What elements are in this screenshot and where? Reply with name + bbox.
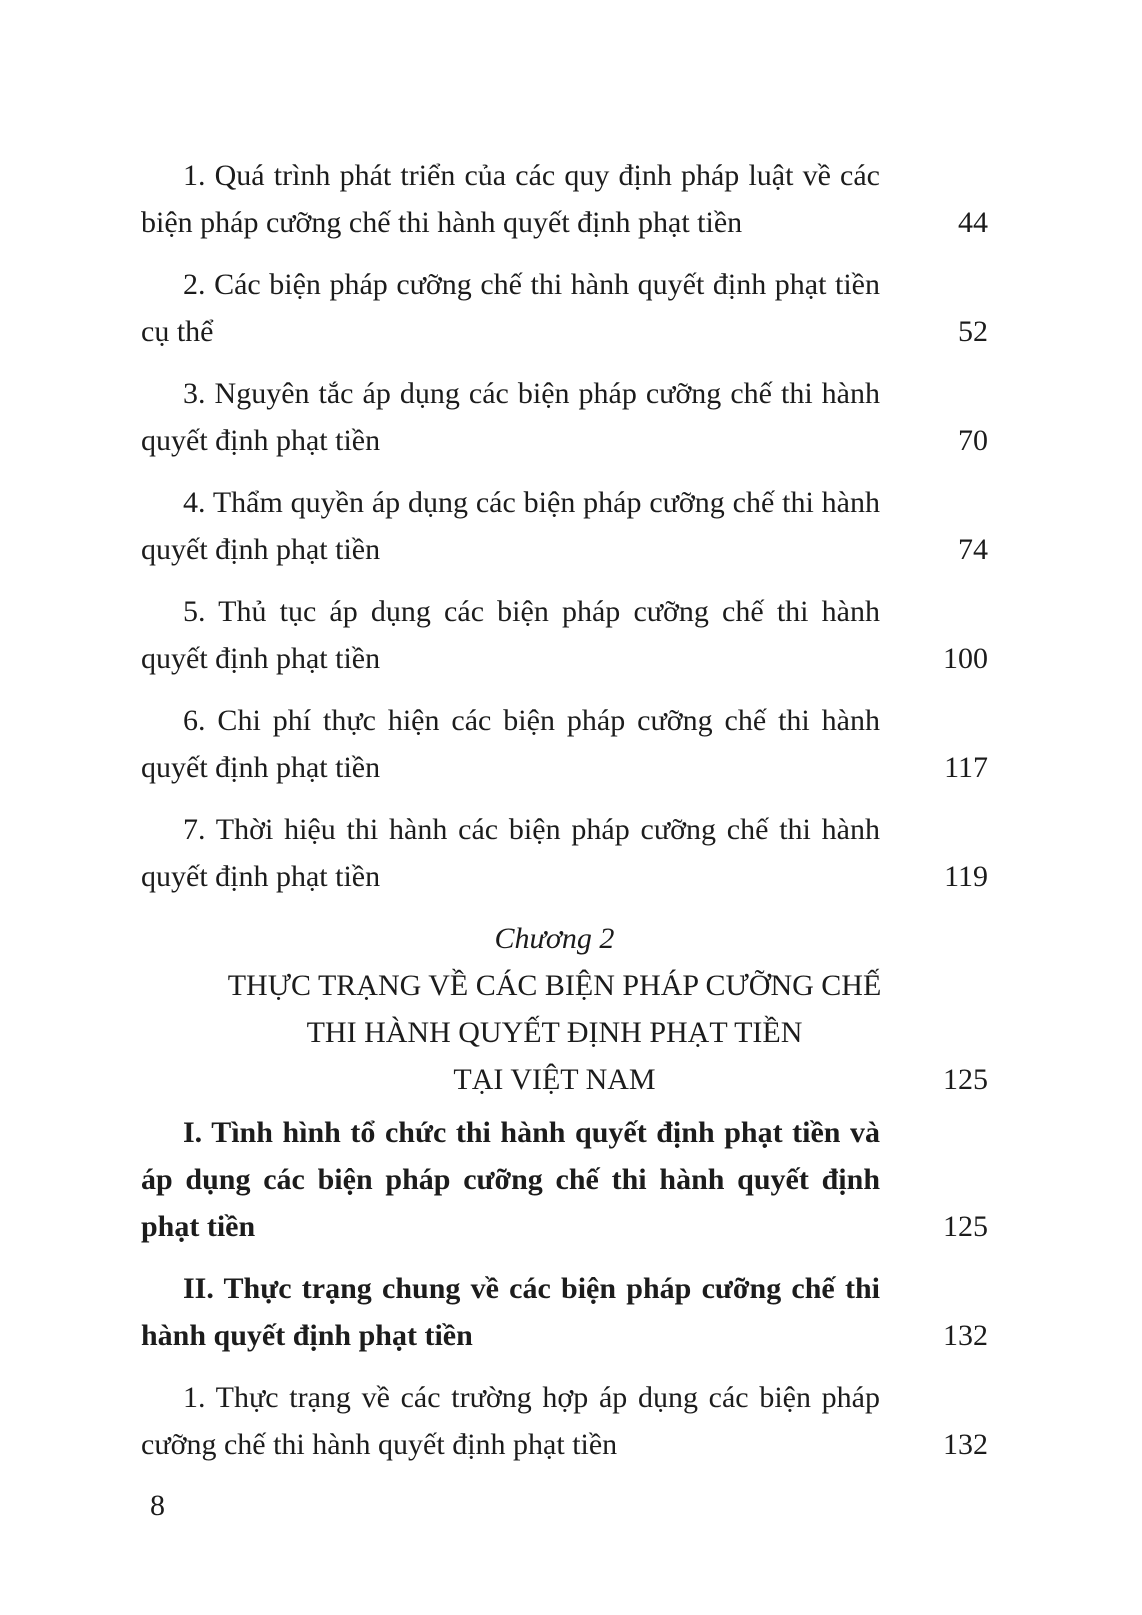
toc-entry <box>141 479 988 573</box>
toc-entry-text: 7. Thời hiệu thi hành các biện pháp cưỡng chế thi hành quyết định phạt tiền <box>141 813 880 893</box>
toc-entry-text: II. Thực trạng chung về các biện pháp cưỡng chế thi hành quyết định phạt tiền <box>141 1272 880 1352</box>
toc-entry <box>141 370 988 464</box>
chapter-title-line: THỰC TRẠNG VỀ CÁC BIỆN PHÁP CƯỠNG CHẾ <box>227 969 882 1002</box>
toc-entry-page-number: 100 <box>943 642 988 675</box>
toc-entry-page-number: 119 <box>944 860 988 893</box>
toc-entry-page-number: 125 <box>943 1210 988 1243</box>
toc-entry <box>141 1374 988 1468</box>
chapter-heading <box>141 915 988 1103</box>
toc-entry-text: 1. Thực trạng về các trường hợp áp dụng các biện pháp cưỡng chế thi hành quyết định phạt tiền <box>141 1381 880 1461</box>
toc-section-entry <box>141 1109 988 1250</box>
toc-entry-text: 3. Nguyên tắc áp dụng các biện pháp cưỡng chế thi hành quyết định phạt tiền <box>141 377 880 457</box>
toc-entry-page-number: 132 <box>943 1319 988 1352</box>
toc-entry-text: 5. Thủ tục áp dụng các biện pháp cưỡng chế thi hành quyết định phạt tiền <box>141 595 880 675</box>
chapter-page-number: 125 <box>943 1063 988 1096</box>
toc-entry <box>141 588 988 682</box>
toc-entry <box>141 261 988 355</box>
toc-entry <box>141 697 988 791</box>
toc-entry-page-number: 52 <box>958 315 988 348</box>
toc-entry-text: 1. Quá trình phát triển của các quy định pháp luật về các biện pháp cưỡng chế thi hành quyết định phạt tiền <box>141 159 880 239</box>
chapter-title-line: THI HÀNH QUYẾT ĐỊNH PHẠT TIỀN <box>306 1016 803 1049</box>
toc-entry-page-number: 132 <box>943 1428 988 1461</box>
toc-entry-text: I. Tình hình tổ chức thi hành quyết định phạt tiền và áp dụng các biện pháp cưỡng chế thi hành quyết định phạt tiền <box>141 1116 880 1243</box>
toc-entry <box>141 152 988 246</box>
chapter-label: Chương 2 <box>494 922 615 955</box>
toc-content <box>141 152 988 1483</box>
toc-entry-page-number: 74 <box>958 533 988 566</box>
page-number-footer: 8 <box>150 1489 165 1522</box>
toc-entry-page-number: 44 <box>958 206 988 239</box>
toc-section-entry <box>141 1265 988 1359</box>
toc-entry-text: 4. Thẩm quyền áp dụng các biện pháp cưỡng chế thi hành quyết định phạt tiền <box>141 486 880 566</box>
toc-entry-text: 2. Các biện pháp cưỡng chế thi hành quyết định phạt tiền cụ thể <box>141 268 880 348</box>
chapter-title-line: TẠI VIỆT NAM <box>453 1063 656 1096</box>
toc-entry-page-number: 70 <box>958 424 988 457</box>
toc-entry <box>141 806 988 900</box>
toc-entry-page-number: 117 <box>944 751 988 784</box>
toc-entry-text: 6. Chi phí thực hiện các biện pháp cưỡng chế thi hành quyết định phạt tiền <box>141 704 880 784</box>
